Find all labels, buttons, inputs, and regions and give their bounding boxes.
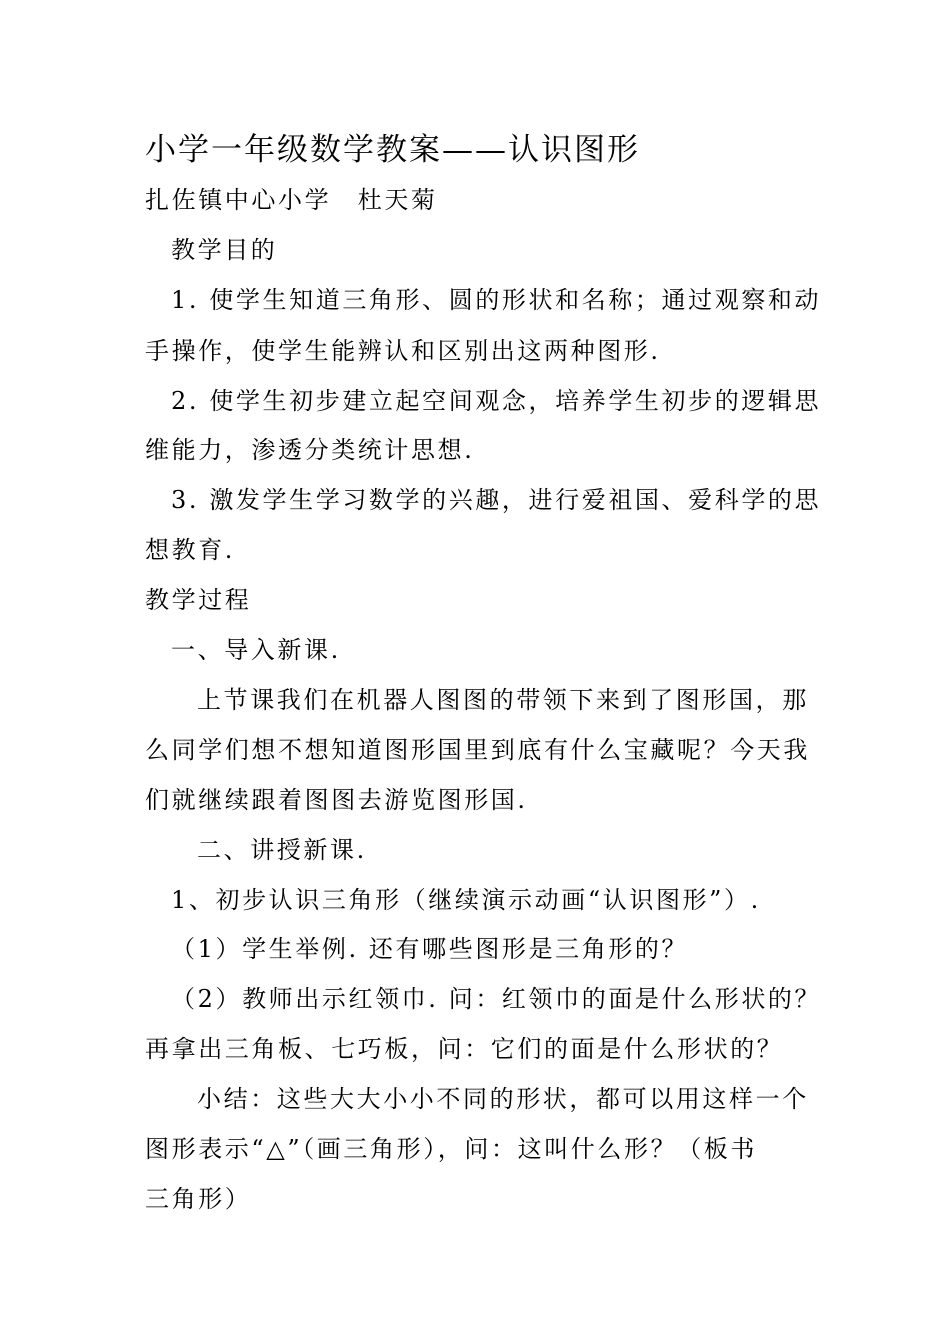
process-heading: 教学过程 xyxy=(145,586,252,614)
section-1-para-line-1: 上节课我们在机器人图图的带领下来到了图形国，那 xyxy=(197,686,809,714)
goals-heading: 教学目的 xyxy=(171,236,278,264)
sub-item-2-line-1: （2）教师出示红领巾. 问：红领巾的面是什么形状的？ xyxy=(171,985,822,1013)
section-1-para-line-2: 么同学们想不想知道图形国里到底有什么宝藏呢？今天我 xyxy=(145,736,810,764)
section-2-heading: 二、讲授新课. xyxy=(197,836,367,864)
summary-line-1: 小结：这些大大小小不同的形状，都可以用这样一个 xyxy=(197,1085,809,1113)
goal-1-line-1: 1. 使学生知道三角形、圆的形状和名称；通过观察和动 xyxy=(171,286,822,314)
item-1: 1、初步认识三角形（继续演示动画“认识图形”）. xyxy=(171,886,761,914)
goal-1-line-2: 手操作，使学生能辨认和区别出这两种图形. xyxy=(145,337,661,365)
goal-3-line-1: 3. 激发学生学习数学的兴趣，进行爱祖国、爱科学的思 xyxy=(171,486,822,514)
author-line: 扎佐镇中心小学 杜天菊 xyxy=(145,186,438,214)
sub-item-1: （1）学生举例. 还有哪些图形是三角形的？ xyxy=(171,935,689,963)
summary-line-3: 三角形） xyxy=(145,1185,252,1213)
goal-2-line-1: 2. 使学生初步建立起空间观念，培养学生初步的逻辑思 xyxy=(171,387,822,415)
sub-item-2-line-2: 再拿出三角板、七巧板，问：它们的面是什么形状的？ xyxy=(145,1035,784,1063)
summary-line-2: 图形表示“△”（画三角形），问：这叫什么形？（板书 xyxy=(145,1135,757,1163)
section-1-heading: 一、导入新课. xyxy=(171,636,341,664)
goal-3-line-2: 想教育. xyxy=(145,536,236,564)
section-1-para-line-3: 们就继续跟着图图去游览图形国. xyxy=(145,786,528,814)
goal-2-line-2: 维能力，渗透分类统计思想. xyxy=(145,436,475,464)
page-title: 小学一年级数学教案——认识图形 xyxy=(145,132,640,168)
